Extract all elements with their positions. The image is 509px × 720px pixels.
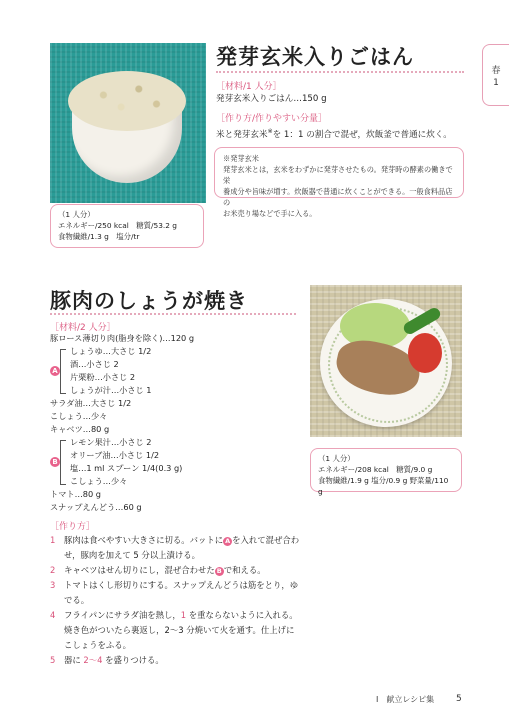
step	[50, 608, 310, 653]
step-text: フライパンにサラダ油を熱し，	[64, 610, 181, 620]
group-b-marker: B	[50, 457, 60, 467]
group-b-item: こしょう…少々	[70, 476, 128, 486]
ingredient-item: トマト…80 g	[50, 489, 101, 499]
step-text: キャベツはせん切りにし，混ぜ合わせた	[64, 565, 215, 575]
season-tab-number: 1	[493, 78, 499, 88]
recipe1-title-rule	[216, 71, 464, 73]
step-text: で和える。	[223, 565, 266, 575]
step-text: せ，豚肉を加えて 5 分以上漬ける。	[64, 550, 201, 560]
group-b-item: 塩…1 ml スプーン 1/4(0.3 g)	[70, 463, 183, 473]
step	[50, 653, 310, 668]
group-b-item: レモン果汁…小さじ 2	[70, 437, 152, 447]
step-number: 2	[50, 565, 56, 575]
note-line: お米売り場などで手に入る。	[223, 209, 317, 218]
step-number: 3	[50, 580, 56, 590]
group-a-item: しょうゆ…大さじ 1/2	[70, 346, 152, 356]
group-a-item: 酒…小さじ 2	[70, 359, 119, 369]
recipe1-ingredients-label: ［材料/1 人分］	[216, 82, 282, 92]
step-text: 器に	[64, 655, 84, 665]
ingredient-item: スナップえんどう…60 g	[50, 502, 142, 512]
step-number: 4	[50, 610, 56, 620]
season-tab	[482, 44, 509, 106]
step	[50, 578, 310, 608]
step-text: 豚肉は食べやすい大きさに切る。バットに	[64, 535, 224, 545]
nutrition-line: エネルギー/250 kcal 糖質/53.2 g	[58, 221, 177, 230]
marker-a: A	[225, 537, 231, 545]
step-text: を入れて混ぜ合わ	[232, 535, 300, 545]
rice-mound	[68, 71, 186, 131]
recipe2-title-rule	[50, 313, 296, 315]
group-b-item: オリーブ油…小さじ 1/2	[70, 450, 160, 460]
season-tab-label: 春	[491, 66, 501, 76]
recipe1-ingredient: 発芽玄米入りごはん…150 g	[216, 94, 327, 104]
step	[50, 563, 310, 578]
step-text: トマトはくし形切りにする。スナップえんどうは筋をとり，ゆ	[64, 580, 299, 590]
step-ref: 1	[180, 610, 187, 620]
recipe1-title: 発芽玄米入りごはん	[216, 45, 414, 69]
marker-b: B	[215, 567, 224, 576]
recipe2-steps	[50, 533, 310, 668]
step-ref: 〜	[88, 655, 98, 665]
group-a-bracket	[60, 349, 66, 394]
group-a-item: しょうが汁…小さじ 1	[70, 385, 152, 395]
recipe2-nutrition	[310, 448, 462, 496]
nutrition-line: （1 人分）	[58, 210, 95, 219]
nutrition-line: エネルギー/208 kcal 糖質/9.0 g	[318, 465, 433, 474]
step-ref: 2	[83, 655, 89, 665]
recipe2-title: 豚肉のしょうが焼き	[50, 289, 248, 313]
footer-chapter: Ⅰ 献立レシピ集	[376, 695, 435, 704]
nutrition-line: 食物繊維/1.3 g 塩分/tr	[58, 232, 140, 241]
note-line: 養成分や旨味が増す。炊飯器で普通に炊くことができる。一般食料品店の	[223, 187, 453, 207]
tomato	[408, 333, 442, 373]
step-number: 1	[50, 535, 56, 545]
nutrition-line: 食物繊維/1.9 g 塩分/0.9 g 野菜量/110 g	[318, 476, 449, 496]
recipe1-method: 米と発芽玄米※を 1：1 の割合で混ぜ，炊飯釜で普通に炊く。	[216, 128, 452, 140]
step-text: 焼き色がついたら裏返し，2〜3 分焼いて火を通す。仕上げに	[64, 625, 295, 635]
brown-rice-note	[214, 147, 464, 218]
note-title: ※発芽玄米	[223, 154, 259, 163]
step	[50, 533, 310, 563]
recipe1-method-label: ［作り方/作りやすい分量］	[216, 114, 328, 124]
step-text: こしょうをふる。	[64, 640, 131, 650]
step-text: を重ならないように入れる。	[186, 610, 298, 620]
ingredient-pork: 豚ロース薄切り肉(脂身を除く)…120 g	[50, 333, 195, 343]
nutrition-line: （1 人分）	[318, 454, 355, 463]
ingredient-item: キャベツ…80 g	[50, 424, 110, 434]
step-text: を盛りつける。	[102, 655, 164, 665]
group-a-item: 片栗粉…小さじ 2	[70, 372, 136, 382]
group-b-bracket	[60, 440, 66, 485]
step-ref: 4	[97, 655, 103, 665]
recipe2-ingredients-label: ［材料/2 人分］	[50, 323, 116, 333]
recipe1-nutrition	[50, 204, 204, 248]
recipe2-method-label: ［作り方］	[50, 522, 96, 532]
ingredient-item: こしょう…少々	[50, 411, 108, 421]
rice-photo	[50, 43, 206, 203]
step-number: 5	[50, 655, 56, 665]
ginger-pork-photo	[310, 285, 462, 437]
page-number: 5	[456, 694, 462, 704]
group-a-marker: A	[50, 366, 60, 376]
note-line: 発芽玄米とは，玄米をわずかに発芽させたもの。発芽時の酵素の働きで栄	[223, 165, 453, 185]
ingredient-item: サラダ油…大さじ 1/2	[50, 398, 132, 408]
step-text: でる。	[64, 595, 90, 605]
